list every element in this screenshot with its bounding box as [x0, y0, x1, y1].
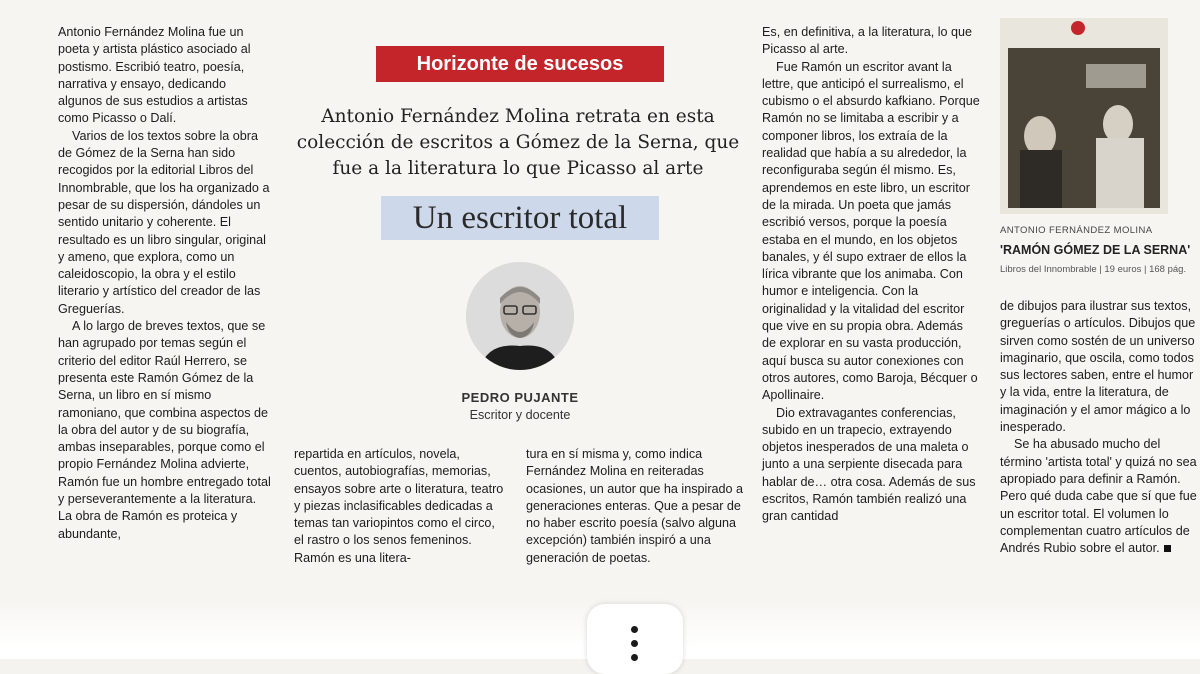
author-photo	[466, 262, 574, 370]
paragraph: Dio extravagantes conferencias, subido en un trapecio, extrayendo objetos inesperados de una maleta o junto a una serpiente disecada para hablar de… otra cosa. Además de sus escritos, Ramón también realizó una gran cantidad	[762, 405, 976, 524]
article-headline: Un escritor total	[381, 196, 659, 240]
paragraph: tura en sí misma y, como indica Fernández Molina en reiteradas ocasiones, un autor que ha inspirado a generaciones enteras. Que a pesar de no haber escrito poesía (salvo alguna excepción) también inspiró a una generación de poetas.	[526, 447, 744, 565]
paragraph: repartida en artículos, novela, cuentos, autobiografías, memorias, ensayos sobre arte o literatura, teatro y piezas inclasificables dedicadas a temas tan variopintos como el circo, el rastro o los senos femeninos. Ramón es una litera-	[294, 447, 504, 565]
book-cover-image	[1000, 18, 1168, 214]
book-cover-photo	[1000, 18, 1168, 214]
article-column-1	[58, 24, 272, 543]
paragraph: Fue Ramón un escritor avant la lettre, que anticipó el surrealismo, el cubismo o el absurdo kafkiano. Porque Ramón no se limitaba a escribir y a componer libros, los extraía de la realidad que había a su alrededor, la reconfiguraba según él mismo. Es, aprendemos en este libro, un escritor de la mirada. Un poeta que jamás escribió versos, porque la poesía estaba en el mundo, en los objetos banales, y él supo extraer de ellos la lírica vibrante que los animaba. Con humor e inteligencia. Con la originalidad y la vitalidad del escritor que vive en su propia obra. Además de explorar en su vasta producción, aquí busca su autor conexiones con otros autores, como Baroja, Bécquer o Apollinaire.	[762, 59, 980, 403]
article-deck: Antonio Fernández Molina retrata en esta colección de escritos a Gómez de la Serna, que fue a la literatura lo que Picasso al arte	[296, 106, 740, 179]
article-column-5	[1000, 298, 1200, 557]
paragraph: A lo largo de breves textos, que se han agrupado por temas según el criterio del editor Raúl Herrero, se presenta este Ramón Gómez de la Serna, un libro en sí mismo ramoniano, que combina aspectos de la obra del autor y de su biografía, ambas inseparables, porque como el propio Fernández Molina advierte, Ramón fue un hombre entregado total y perseverantemente a la literatura. La obra de Ramón es proteica y abundante,	[58, 319, 271, 541]
paragraph: de dibujos para ilustrar sus textos, greguerías o artículos. Dibujos que sirven como sostén de un universo imaginario, que oscila, como todos sus lectores saben, entre el humor y la vida, entre la literatura, de imaginación y el amor mágico a lo inesperado.	[1000, 299, 1196, 435]
book-meta: Libros del Innombrable | 19 euros | 168 pág.	[1000, 264, 1187, 275]
article-column-3	[526, 446, 744, 567]
article-column-2	[294, 446, 508, 567]
paragraph	[1000, 436, 1200, 557]
author-portrait-image	[466, 262, 574, 370]
more-options-button[interactable]	[587, 604, 683, 674]
book-title: 'RAMÓN GÓMEZ DE LA SERNA'	[1000, 243, 1191, 257]
paragraph: Es, en definitiva, a la literatura, lo que Picasso al arte.	[762, 25, 973, 57]
paragraph-text: Se ha abusado mucho del término 'artista total' y quizá no sea apropiado para definir a Ramón. Pero qué duda cabe que sí que fue un escritor total. El volumen lo complementan cuatro artículos de Andrés Rubio sobre el autor.	[1000, 437, 1197, 556]
author-name: PEDRO PUJANTE	[461, 390, 579, 405]
paragraph: Antonio Fernández Molina fue un poeta y artista plástico asociado al postismo. Escribió teatro, poesía, narrativa y ensayo, dedicando algunos de sus estudios a artistas como Picasso o Dalí.	[58, 25, 251, 126]
section-kicker: Horizonte de sucesos	[376, 46, 664, 82]
end-of-article-mark	[1164, 545, 1171, 552]
book-author: ANTONIO FERNÁNDEZ MOLINA	[1000, 225, 1153, 236]
article-column-4	[762, 24, 980, 526]
paragraph: Varios de los textos sobre la obra de Gómez de la Serna han sido recogidos por la editorial Libros del Innombrable, que los ha organizado a pesar de su dispersión, dándoles un sentido unitario y coherente. El resultado es un libro singular, original y ameno, que explora, como un caleidoscopio, la obra y el estilo literario y artístico del creador de las Greguerías.	[58, 128, 270, 316]
author-role: Escritor y docente	[469, 408, 571, 422]
